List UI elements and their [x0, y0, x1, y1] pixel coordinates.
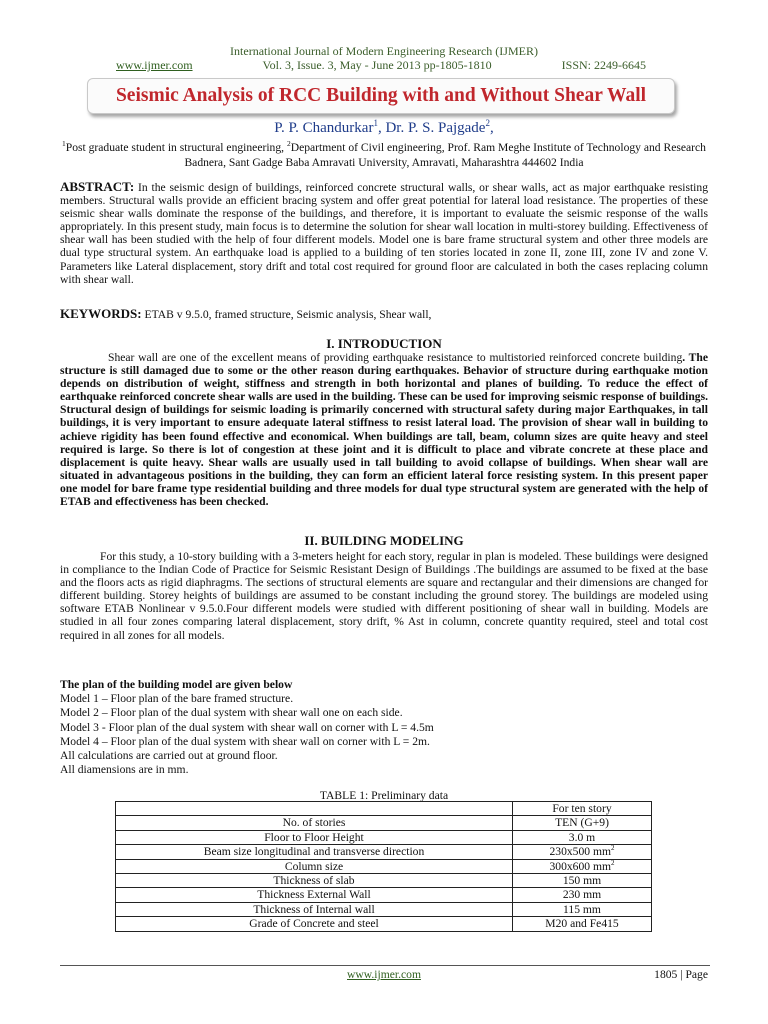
paper-title: Seismic Analysis of RCC Building with and Without Shear Wall	[115, 85, 647, 106]
section-heading-building-modeling: II. BUILDING MODELING	[304, 533, 464, 548]
plan-line: Model 3 - Floor plan of the dual system with shear wall on corner with L = 4.5m	[60, 720, 434, 734]
author-2-sup: 2	[485, 118, 490, 128]
building-modeling-paragraph: For this study, a 10-story building with a 3-meters height for each story, regular in plan is modeled. These buildings were designed in compliance to the Indian Code of Practice for Seismic Resistant Design of Buildings .The buildings are assumed to be fixed at the base and the floors acts as rigid diaphragms. The sections of structural elements are square and rectangular and their dimensions are changed for different building. Storey heights of buildings are assumed to be constant including the ground storey. The buildings are modeled using software ETAB Nonlinear v 9.5.0.Four different models were studied with different positioning of shear wall in building. Models are studied in all four zones comparing lateral displacement, story drift, % Ast in column, concrete quantity required, steel and total cost required in all zones for all models.	[60, 550, 708, 642]
affil-sup-2: 2	[286, 139, 291, 148]
table-cell-value: 150 mm	[513, 874, 652, 888]
table-cell-label: Column size	[116, 859, 513, 873]
table-cell-label: Floor to Floor Height	[116, 830, 513, 844]
footer-divider	[60, 965, 710, 966]
table-row	[116, 830, 652, 844]
authors	[0, 118, 768, 137]
table-cell-label: Thickness External Wall	[116, 888, 513, 902]
keywords	[60, 307, 708, 321]
intro-text-a: Shear wall are one of the excellent means of providing earthquake resistance to multistoried reinforced concrete building	[108, 351, 683, 364]
abstract-text: In the seismic design of buildings, reinforced concrete structural walls, or shear walls, act as major earthquake resisting members. Structural walls provide an efficient bracing system and offer great potential for lateral load resistance. The properties of these seismic shear walls dominate the response of the buildings, and therefore, it is important to evaluate the seismic response of the walls appropriately. In this present study, main focus is to determine the solution for shear wall location in multi-storey building. Effectiveness of shear wall has been studied with the help of four different models. Model one is bare frame structural system and other three models are dual type structural system. An earthquake load is applied to a building of ten stories located in zone II, zone III, zone IV and zone V. Parameters like Lateral displacement, story drift and total cost required for ground floor are calculated in both the cases replacing column with shear wall.	[60, 181, 708, 286]
table-header-cell	[116, 802, 513, 816]
affil-text-2: Department of Civil engineering, Prof. Ram Meghe Institute of Technology and Research Badnera, Sant Gadge Baba Amravati University, Amravati, Maharashtra 444602 India	[184, 140, 706, 169]
table-row	[116, 845, 652, 859]
table-row	[116, 902, 652, 916]
author-end: ,	[489, 120, 494, 136]
plan-line: All diamensions are in mm.	[60, 763, 189, 777]
table-caption: TABLE 1: Preliminary data	[319, 789, 449, 802]
journal-volume: Vol. 3, Issue. 3, May - June 2013 pp-1805-1810	[262, 58, 492, 72]
author-2: Dr. P. S. Pajgade	[385, 120, 486, 136]
affiliation	[60, 136, 708, 170]
plan-line: Model 4 – Floor plan of the dual system with shear wall on corner with L = 2m.	[60, 734, 430, 748]
table-cell-value	[513, 859, 652, 873]
affil-sup-1: 1	[62, 139, 66, 148]
keywords-text: ETAB v 9.5.0, framed structure, Seismic analysis, Shear wall,	[141, 308, 432, 321]
abstract-label: ABSTRACT:	[60, 179, 135, 194]
footer-page-number: 1805 | Page	[654, 968, 708, 981]
plan-line: All calculations are carried out at ground floor.	[60, 749, 278, 763]
table-header-row	[116, 802, 652, 816]
table-cell-value-text: 230x500 mm	[549, 845, 611, 859]
table-cell-value: 230 mm	[513, 888, 652, 902]
table-cell-label: No. of stories	[116, 816, 513, 830]
preliminary-data-table	[115, 801, 652, 932]
plan-line: Model 2 – Floor plan of the dual system with shear wall one on each side.	[60, 706, 403, 720]
table-header-cell: For ten story	[513, 802, 652, 816]
introduction-paragraph	[60, 351, 708, 508]
table-cell-value: 115 mm	[513, 902, 652, 916]
table-cell-value: TEN (G+9)	[513, 816, 652, 830]
table-cell-sup: 2	[611, 844, 615, 853]
plan-list	[60, 678, 708, 777]
table-cell-value-text: 300x600 mm	[549, 859, 611, 873]
table-cell-value: M20 and Fe415	[513, 917, 652, 931]
plan-line: Model 1 – Floor plan of the bare framed structure.	[60, 692, 294, 706]
journal-issn: ISSN: 2249-6645	[561, 58, 646, 72]
table-cell-label: Grade of Concrete and steel	[116, 917, 513, 931]
footer-url-link[interactable]: www.ijmer.com	[347, 968, 421, 981]
table-cell-value	[513, 845, 652, 859]
journal-name: International Journal of Modern Engineering Research (IJMER)	[230, 44, 538, 58]
title-box	[87, 78, 675, 114]
journal-url-link[interactable]: www.ijmer.com	[116, 58, 193, 72]
affil-text-1: Post graduate student in structural engineering,	[65, 140, 287, 154]
keywords-label: KEYWORDS:	[60, 306, 142, 321]
table-row	[116, 917, 652, 931]
table-cell-label: Thickness of slab	[116, 874, 513, 888]
table-cell-label: Thickness of Internal wall	[116, 902, 513, 916]
plan-title: The plan of the building model are given below	[60, 678, 293, 691]
journal-meta	[116, 58, 646, 73]
table-row	[116, 888, 652, 902]
abstract	[60, 180, 708, 286]
table-row	[116, 874, 652, 888]
table-row	[116, 859, 652, 873]
author-1: P. P. Chandurkar	[274, 120, 374, 136]
section-heading-introduction: I. INTRODUCTION	[326, 336, 442, 351]
intro-text-b: . The structure is still damaged due to some or the other reason during earthquakes. Behavior of structure during earthquake motion depends on distribution of weight, stiffness and strength in both horizontal and planes of building. To reduce the effect of earthquake reinforced concrete shear walls are used in the building. These can be used for improving seismic response of buildings. Structural design of buildings for seismic loading is primarily concerned with structural safety during major Earthquakes, in tall buildings, it is very important to ensure adequate lateral stiffness to resist lateral load. The provision of shear wall in building to achieve rigidity has been found effective and economical. When buildings are tall, beam, column sizes are quite heavy and steel required is large. So there is lot of congestion at these joint and it is difficult to place and vibrate concrete at these place and displacement is quite heavy. Shear walls are usually used in tall building to avoid collapse of buildings. When shear wall are situated in advantageous positions in the building, they can form an efficient lateral force resisting system. In this present paper one model for bare frame type residential building and three models for dual type structural system are generated with the help of ETAB and effectiveness has been checked.	[60, 351, 709, 509]
author-1-sup: 1	[373, 118, 378, 128]
table-row	[116, 816, 652, 830]
author-separator: ,	[377, 120, 386, 136]
table-cell-sup: 2	[611, 858, 615, 867]
table-cell-value: 3.0 m	[513, 830, 652, 844]
table-cell-label: Beam size longitudinal and transverse direction	[116, 845, 513, 859]
